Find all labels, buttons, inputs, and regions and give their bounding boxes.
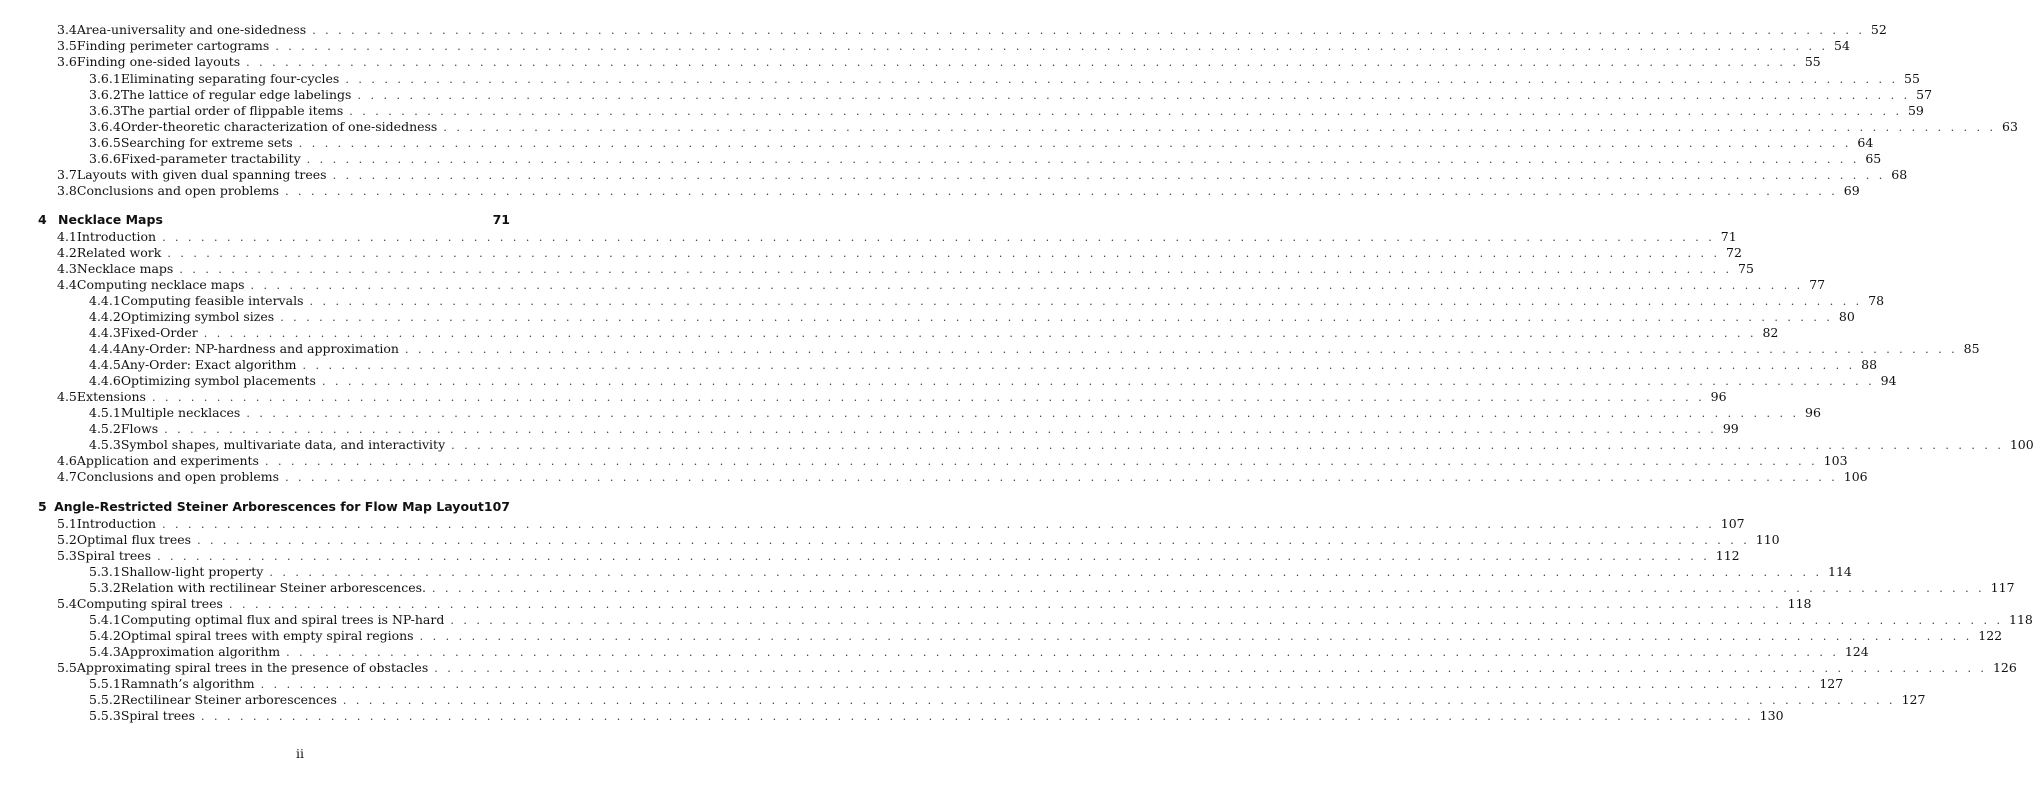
entry-number: 4.5.2 [89,421,121,436]
chapter-entry[interactable] [38,212,510,227]
entry-page: 52 [1870,22,1887,37]
entry-number: 5.5.3 [89,708,121,723]
dot-leader: . . . . . . . . . . . . . . . . . . . . . . . . . . . . . . . . . . . . . . . . . . . . . . . . . . . . . . . . . . . . . . . . . . . . . . . . . . . . . . . . . . . . . . . . . . . . . . . . . . . . . . . . . . . . . . . . . . . . . . . . [309,295,1863,308]
entry-page: 68 [1891,167,1908,182]
entry-number: 4.4.5 [89,357,121,372]
entry-number: 3.4 [57,22,77,37]
entry-title: Optimal flux trees [76,532,192,547]
entry-title: Angle-Restricted Steiner Arborescences for Flow Map Layout [54,499,484,514]
entry-page: 77 [1809,277,1826,292]
subsection-entry[interactable] [89,341,1980,357]
dot-leader: . . . . . . . . . . . . . . . . . . . . . . . . . . . . . . . . . . . . . . . . . . . . . . . . . . . . . . . . . . . . . . . . . . . . . . . . . . . . . . . . . . . . . . . . . . . . . . . . . . . . . . . . . . . . . . . . . . . . . . . . [228,598,1782,611]
entry-title: Any-Order: NP-hardness and approximation [120,341,399,356]
entry-page: 112 [1715,548,1740,563]
entry-page: 96 [1805,405,1821,420]
subsection-entry[interactable] [89,628,2003,644]
entry-number: 5.3 [57,548,77,563]
entry-number: 5.4.2 [89,628,121,643]
entry-title: Extensions [76,389,146,404]
entry-title: Symbol shapes, multivariate data, and interactivity [120,437,446,452]
dot-leader: . . . . . . . . . . . . . . . . . . . . . . . . . . . . . . . . . . . . . . . . . . . . . . . . . . . . . . . . . . . . . . . . . . . . . . . . . . . . . . . . . . . . . . . . . . . . . . . . . . . . . . . . . . . . . . . . . . . . . . . . [419,630,1973,643]
section-entry[interactable] [57,548,1740,564]
section-entry[interactable] [57,596,1812,612]
subsection-entry[interactable] [89,87,1933,103]
entry-number: 3.6.2 [89,87,121,102]
subsection-entry[interactable] [89,325,1779,341]
dot-leader: . . . . . . . . . . . . . . . . . . . . . . . . . . . . . . . . . . . . . . . . . . . . . . . . . . . . . . . . . . . . . . . . . . . . . . . . . . . . . . . . . . . . . . . . . . . . . . . . . . . . . . . . . . . . . . . . . . . . . . . . [179,263,1733,276]
entry-number: 4.2 [57,245,77,260]
entry-title: Computing spiral trees [76,596,223,611]
entry-title: Relation with rectilinear Steiner arborescences. [120,580,426,595]
entry-number: 4.5 [57,389,77,404]
entry-title: Optimal spiral trees with empty spiral regions [120,628,414,643]
dot-leader: . . . . . . . . . . . . . . . . . . . . . . . . . . . . . . . . . . . . . . . . . . . . . . . . . . . . . . . . . . . . . . . . . . . . . . . . . . . . . . . . . . . . . . . . . . . . . . . . . . . . . . . . . . . . . . . . . . . . . . . . [285,185,1838,198]
subsection-entry[interactable] [89,644,1869,660]
dot-leader: . . . . . . . . . . . . . . . . . . . . . . . . . . . . . . . . . . . . . . . . . . . . . . . . . . . . . . . . . . . . . . . . . . . . . . . . . . . . . . . . . . . . . . . . . . . . . . . . . . . . . . . . . . . . . . . . . . . . . . . . [162,231,1715,244]
entry-title: Multiple necklaces [120,405,241,420]
entry-number: 4.1 [57,229,77,244]
subsection-entry[interactable] [89,708,1784,724]
entry-title: Area-universality and one-sidedness [76,22,307,37]
dot-leader: . . . . . . . . . . . . . . . . . . . . . . . . . . . . . . . . . . . . . . . . . . . . . . . . . . . . . . . . . . . . . . . . . . . . . . . . . . . . . . . . . . . . . . . . . . . . . . . . . . . . . . . . . . . . . . . . . . . . . . . . [250,279,1804,292]
entry-title: Ramnath’s algorithm [120,676,255,691]
entry-page: 88 [1861,357,1878,372]
subsection-entry[interactable] [89,357,1878,373]
entry-number: 5.4.3 [89,644,121,659]
entry-page: 127 [1819,676,1844,691]
entry-page: 107 [1720,516,1745,531]
entry-title: Fixed-parameter tractability [120,151,301,166]
subsection-entry[interactable] [89,612,2033,628]
entry-number: 3.6 [57,54,77,69]
entry-page: 72 [1726,245,1742,260]
dot-leader: . . . . . . . . . . . . . . . . . . . . . . . . . . . . . . . . . . . . . . . . . . . . . . . . . . . . . . . . . . . . . . . . . . . . . . . . . . . . . . . . . . . . . . . . . . . . . . . . . . . . . . . . . . . . . . . . . . . . . . . . [167,247,1721,260]
section-entry[interactable] [57,54,1821,70]
dot-leader: . . . . . . . . . . . . . . . . . . . . . . . . . . . . . . . . . . . . . . . . . . . . . . . . . . . . . . . . . . . . . . . . . . . . . . . . . . . . . . . . . . . . . . . . . . . . . . . . . . . . . . . . . . . . . . . . . . . . . . . . [286,646,1839,659]
entry-page: 65 [1865,151,1882,166]
subsection-entry[interactable] [89,103,1924,119]
subsection-entry[interactable] [89,421,1739,437]
entry-page: 99 [1722,421,1739,436]
subsection-entry[interactable] [89,119,2018,135]
chapter-entry[interactable] [38,499,510,514]
section-entry[interactable] [57,183,1860,199]
dot-leader: . . . . . . . . . . . . . . . . . . . . . . . . . . . . . . . . . . . . . . . . . . . . . . . . . . . . . . . . . . . . . . . . . . . . . . . . . . . . . . . . . . . . . . . . . . . . . . . . . . . . . . . . . . . . . . . . . . . . . . . . [431,582,1985,595]
entry-page: 110 [1755,532,1780,547]
entry-number: 5.1 [57,516,77,531]
entry-page: 71 [1720,229,1737,244]
entry-title: Spiral trees [120,708,195,723]
entry-title: Finding perimeter cartograms [76,38,270,53]
section-entry[interactable] [57,389,1727,405]
subsection-entry[interactable] [89,580,2015,596]
entry-page: 130 [1759,708,1784,723]
subsection-entry[interactable] [89,564,1852,580]
entry-page: 78 [1868,293,1885,308]
entry-page: 71 [492,212,510,227]
subsection-entry[interactable] [89,676,1844,692]
entry-number: 4.6 [57,453,77,468]
entry-title: Computing feasible intervals [120,293,304,308]
entry-title: Optimizing symbol placements [120,373,316,388]
section-entry[interactable] [57,261,1754,277]
entry-page: 118 [2009,612,2033,627]
subsection-entry[interactable] [89,135,1874,151]
entry-page: 100 [2009,437,2034,452]
entry-page: 69 [1843,183,1860,198]
entry-number: 5.3.2 [89,580,121,595]
dot-leader: . . . . . . . . . . . . . . . . . . . . . . . . . . . . . . . . . . . . . . . . . . . . . . . . . . . . . . . . . . . . . . . . . . . . . . . . . . . . . . . . . . . . . . . . . . . . . . . . . . . . . . . . . . . . . . . . . . . . . . . . [443,121,1997,134]
dot-leader: . . . . . . . . . . . . . . . . . . . . . . . . . . . . . . . . . . . . . . . . . . . . . . . . . . . . . . . . . . . . . . . . . . . . . . . . . . . . . . . . . . . . . . . . . . . . . . . . . . . . . . . . . . . . . . . . . . . . . . . . [357,89,1911,102]
entry-page: 85 [1963,341,1980,356]
entry-title: Approximation algorithm [120,644,281,659]
entry-number: 3.5 [57,38,77,53]
dot-leader: . . . . . . . . . . . . . . . . . . . . . . . . . . . . . . . . . . . . . . . . . . . . . . . . . . . . . . . . . . . . . . . . . . . . . . . . . . . . . . . . . . . . . . . . . . . . . . . . . . . . . . . . . . . . . . . . . . . . . . . . [434,662,1987,675]
entry-number: 3.6.5 [89,135,121,150]
dot-leader: . . . . . . . . . . . . . . . . . . . . . . . . . . . . . . . . . . . . . . . . . . . . . . . . . . . . . . . . . . . . . . . . . . . . . . . . . . . . . . . . . . . . . . . . . . . . . . . . . . . . . . . . . . . . . . . . . . . . . . . . [246,407,1800,420]
subsection-entry[interactable] [89,405,1821,421]
dot-leader: . . . . . . . . . . . . . . . . . . . . . . . . . . . . . . . . . . . . . . . . . . . . . . . . . . . . . . . . . . . . . . . . . . . . . . . . . . . . . . . . . . . . . . . . . . . . . . . . . . . . . . . . . . . . . . . . . . . . . . . . [164,423,1717,436]
entry-title: Flows [120,421,159,436]
dot-leader: . . . . . . . . . . . . . . . . . . . . . . . . . . . . . . . . . . . . . . . . . . . . . . . . . . . . . . . . . . . . . . . . . . . . . . . . . . . . . . . . . . . . . . . . . . . . . . . . . . . . . . . . . . . . . . . . . . . . . . . . [280,311,1833,324]
dot-leader: . . . . . . . . . . . . . . . . . . . . . . . . . . . . . . . . . . . . . . . . . . . . . . . . . . . . . . . . . . . . . . . . . . . . . . . . . . . . . . . . . . . . . . . . . . . . . . . . . . . . . . . . . . . . . . . . . . . . . . . . [246,56,1799,69]
entry-title: Spiral trees [76,548,152,563]
dot-leader: . . . . . . . . . . . . . . . . . . . . . . . . . . . . . . . . . . . . . . . . . . . . . . . . . . . . . . . . . . . . . . . . . . . . . . . . . . . . . . . . . . . . . . . . . . . . . . . . . . . . . . . . . . . . . . . . . . . . . . . . [321,375,1875,388]
entry-number: 4.3 [57,261,77,276]
entry-title: Layouts with given dual spanning trees [76,167,327,182]
entry-number: 3.7 [57,167,77,182]
section-entry[interactable] [57,277,1826,293]
entry-number: 4 [38,212,47,227]
dot-leader: . . . . . . . . . . . . . . . . . . . . . . . . . . . . . . . . . . . . . . . . . . . . . . . . . . . . . . . . . . . . . . . . . . . . . . . . . . . . . . . . . . . . . . . . . . . . . . . . . . . . . . . . . . . . . . . . . . . . . . . . [342,694,1896,707]
entry-number: 5.4.1 [89,612,121,627]
entry-number: 4.4.2 [89,309,121,324]
dot-leader: . . . . . . . . . . . . . . . . . . . . . . . . . . . . . . . . . . . . . . . . . . . . . . . . . . . . . . . . . . . . . . . . . . . . . . . . . . . . . . . . . . . . . . . . . . . . . . . . . . . . . . . . . . . . . . . . . . . . . . . . [349,105,1902,118]
entry-page: 106 [1843,469,1868,484]
entry-page: 117 [1990,580,2015,595]
entry-title: Computing optimal flux and spiral trees is NP-hard [120,612,445,627]
dot-leader: . . . . . . . . . . . . . . . . . . . . . . . . . . . . . . . . . . . . . . . . . . . . . . . . . . . . . . . . . . . . . . . . . . . . . . . . . . . . . . . . . . . . . . . . . . . . . . . . . . . . . . . . . . . . . . . . . . . . . . . . [345,73,1899,86]
dot-leader: . . . . . . . . . . . . . . . . . . . . . . . . . . . . . . . . . . . . . . . . . . . . . . . . . . . . . . . . . . . . . . . . . . . . . . . . . . . . . . . . . . . . . . . . . . . . . . . . . . . . . . . . . . . . . . . . . . . . . . . . [298,137,1852,150]
section-entry[interactable] [57,229,1737,245]
entry-number: 5.5 [57,660,77,675]
entry-number: 4.5.3 [89,437,121,452]
section-entry[interactable] [57,453,1848,469]
entry-number: 4.4.1 [89,293,121,308]
entry-number: 5 [38,499,47,514]
entry-page: 118 [1787,596,1812,611]
entry-page: 107 [483,499,510,514]
entry-number: 3.8 [57,183,77,198]
entry-number: 5.5.1 [89,676,121,691]
entry-title: Fixed-Order [120,325,198,340]
dot-leader: . . . . . . . . . . . . . . . . . . . . . . . . . . . . . . . . . . . . . . . . . . . . . . . . . . . . . . . . . . . . . . . . . . . . . . . . . . . . . . . . . . . . . . . . . . . . . . . . . . . . . . . . . . . . . . . . . . . . . . . . [275,40,1828,53]
section-entry[interactable] [57,532,1780,548]
entry-title: The partial order of flippable items [120,103,344,118]
dot-leader: . . . . . . . . . . . . . . . . . . . . . . . . . . . . . . . . . . . . . . . . . . . . . . . . . . . . . . . . . . . . . . . . . . . . . . . . . . . . . . . . . . . . . . . . . . . . . . . . . . . . . . . . . . . . . . . . . . . . . . . . [269,566,1823,579]
entry-title: The lattice of regular edge labelings [120,87,352,102]
subsection-entry[interactable] [89,692,1926,708]
dot-leader: . . . . . . . . . . . . . . . . . . . . . . . . . . . . . . . . . . . . . . . . . . . . . . . . . . . . . . . . . . . . . . . . . . . . . . . . . . . . . . . . . . . . . . . . . . . . . . . . . . . . . . . . . . . . . . . . . . . . . . . . [197,534,1750,547]
entry-title: Introduction [76,516,157,531]
entry-title: Application and experiments [76,453,259,468]
dot-leader: . . . . . . . . . . . . . . . . . . . . . . . . . . . . . . . . . . . . . . . . . . . . . . . . . . . . . . . . . . . . . . . . . . . . . . . . . . . . . . . . . . . . . . . . . . . . . . . . . . . . . . . . . . . . . . . . . . . . . . . . [404,343,1958,356]
entry-page: 75 [1738,261,1754,276]
dot-leader: . . . . . . . . . . . . . . . . . . . . . . . . . . . . . . . . . . . . . . . . . . . . . . . . . . . . . . . . . . . . . . . . . . . . . . . . . . . . . . . . . . . . . . . . . . . . . . . . . . . . . . . . . . . . . . . . . . . . . . . . [312,24,1865,37]
entry-number: 5.5.2 [89,692,121,707]
entry-number: 4.4.6 [89,373,121,388]
entry-title: Introduction [76,229,157,244]
entry-number: 3.6.3 [89,103,121,118]
dot-leader: . . . . . . . . . . . . . . . . . . . . . . . . . . . . . . . . . . . . . . . . . . . . . . . . . . . . . . . . . . . . . . . . . . . . . . . . . . . . . . . . . . . . . . . . . . . . . . . . . . . . . . . . . . . . . . . . . . . . . . . . [162,518,1715,531]
section-entry[interactable] [57,38,1850,54]
entry-title: Computing necklace maps [76,277,245,292]
dot-leader: . . . . . . . . . . . . . . . . . . . . . . . . . . . . . . . . . . . . . . . . . . . . . . . . . . . . . . . . . . . . . . . . . . . . . . . . . . . . . . . . . . . . . . . . . . . . . . . . . . . . . . . . . . . . . . . . . . . . . . . . [264,455,1818,468]
entry-number: 3.6.4 [89,119,121,134]
entry-number: 5.3.1 [89,564,121,579]
entry-page: 82 [1762,325,1779,340]
entry-title: Optimizing symbol sizes [120,309,275,324]
entry-page: 80 [1838,309,1855,324]
entry-title: Rectilinear Steiner arborescences [120,692,337,707]
entry-page: 94 [1880,373,1897,388]
entry-page: 55 [1904,71,1920,86]
dot-leader: . . . . . . . . . . . . . . . . . . . . . . . . . . . . . . . . . . . . . . . . . . . . . . . . . . . . . . . . . . . . . . . . . . . . . . . . . . . . . . . . . . . . . . . . . . . . . . . . . . . . . . . . . . . . . . . . . . . . . . . . [151,391,1705,404]
entry-number: 3.6.6 [89,151,121,166]
dot-leader: . . . . . . . . . . . . . . . . . . . . . . . . . . . . . . . . . . . . . . . . . . . . . . . . . . . . . . . . . . . . . . . . . . . . . . . . . . . . . . . . . . . . . . . . . . . . . . . . . . . . . . . . . . . . . . . . . . . . . . . . [285,471,1838,484]
dot-leader: . . . . . . . . . . . . . . . . . . . . . . . . . . . . . . . . . . . . . . . . . . . . . . . . . . . . . . . . . . . . . . . . . . . . . . . . . . . . . . . . . . . . . . . . . . . . . . . . . . . . . . . . . . . . . . . . . . . . . . . . [302,359,1856,372]
entry-number: 4.4.3 [89,325,121,340]
subsection-entry[interactable] [89,151,1882,167]
subsection-entry[interactable] [89,71,1920,87]
page-number: ii [296,746,304,761]
entry-number: 4.4.4 [89,341,121,356]
entry-title: Necklace maps [76,261,174,276]
entry-page: 103 [1823,453,1848,468]
entry-title: Finding one-sided layouts [76,54,241,69]
entry-title: Any-Order: Exact algorithm [120,357,297,372]
dot-leader: . . . . . . . . . . . . . . . . . . . . . . . . . . . . . . . . . . . . . . . . . . . . . . . . . . . . . . . . . . . . . . . . . . . . . . . . . . . . . . . . . . . . . . . . . . . . . . . . . . . . . . . . . . . . . . . . . . . . . . . . [157,550,1710,563]
entry-title: Searching for extreme sets [120,135,293,150]
entry-page: 54 [1834,38,1850,53]
dot-leader: . . . . . . . . . . . . . . . . . . . . . . . . . . . . . . . . . . . . . . . . . . . . . . . . . . . . . . . . . . . . . . . . . . . . . . . . . . . . . . . . . . . . . . . . . . . . . . . . . . . . . . . . . . . . . . . . . . . . . . . . [306,153,1860,166]
entry-page: 63 [2002,119,2018,134]
entry-number: 4.5.1 [89,405,121,420]
entry-page: 64 [1857,135,1874,150]
section-entry[interactable] [57,167,1908,183]
entry-title: Order-theoretic characterization of one-sidedness [120,119,438,134]
entry-page: 55 [1804,54,1821,69]
dot-leader: . . . . . . . . . . . . . . . . . . . . . . . . . . . . . . . . . . . . . . . . . . . . . . . . . . . . . . . . . . . . . . . . . . . . . . . . . . . . . . . . . . . . . . . . . . . . . . . . . . . . . . . . . . . . . . . . . . . . . . . . [203,327,1757,340]
section-entry[interactable] [57,245,1742,261]
section-entry[interactable] [57,516,1745,532]
dot-leader: . . . . . . . . . . . . . . . . . . . . . . . . . . . . . . . . . . . . . . . . . . . . . . . . . . . . . . . . . . . . . . . . . . . . . . . . . . . . . . . . . . . . . . . . . . . . . . . . . . . . . . . . . . . . . . . . . . . . . . . . [260,678,1814,691]
entry-number: 4.7 [57,469,77,484]
entry-number: 5.4 [57,596,77,611]
entry-page: 96 [1710,389,1727,404]
entry-page: 127 [1901,692,1926,707]
subsection-entry[interactable] [89,373,1897,389]
entry-title: Necklace Maps [58,212,163,227]
entry-page: 124 [1844,644,1869,659]
entry-page: 59 [1907,103,1924,118]
section-entry[interactable] [57,469,1868,485]
entry-title: Conclusions and open problems [76,183,280,198]
entry-title: Eliminating separating four-cycles [120,71,340,86]
entry-page: 122 [1978,628,2003,643]
dot-leader: . . . . . . . . . . . . . . . . . . . . . . . . . . . . . . . . . . . . . . . . . . . . . . . . . . . . . . . . . . . . . . . . . . . . . . . . . . . . . . . . . . . . . . . . . . . . . . . . . . . . . . . . . . . . . . . . . . . . . . . . [451,439,2004,452]
dot-leader: . . . . . . . . . . . . . . . . . . . . . . . . . . . . . . . . . . . . . . . . . . . . . . . . . . . . . . . . . . . . . . . . . . . . . . . . . . . . . . . . . . . . . . . . . . . . . . . . . . . . . . . . . . . . . . . . . . . . . . . . [450,614,2004,627]
dot-leader: . . . . . . . . . . . . . . . . . . . . . . . . . . . . . . . . . . . . . . . . . . . . . . . . . . . . . . . . . . . . . . . . . . . . . . . . . . . . . . . . . . . . . . . . . . . . . . . . . . . . . . . . . . . . . . . . . . . . . . . . [200,710,1754,723]
entry-page: 57 [1916,87,1933,102]
entry-number: 5.2 [57,532,77,547]
entry-title: Shallow-light property [120,564,264,579]
section-entry[interactable] [57,660,2017,676]
subsection-entry[interactable] [89,437,2034,453]
entry-page: 114 [1828,564,1852,579]
entry-number: 3.6.1 [89,71,121,86]
entry-title: Related work [76,245,162,260]
subsection-entry[interactable] [89,309,1855,325]
entry-title: Conclusions and open problems [76,469,280,484]
section-entry[interactable] [57,22,1887,38]
entry-page: 126 [1992,660,2017,675]
subsection-entry[interactable] [89,293,1885,309]
dot-leader: . . . . . . . . . . . . . . . . . . . . . . . . . . . . . . . . . . . . . . . . . . . . . . . . . . . . . . . . . . . . . . . . . . . . . . . . . . . . . . . . . . . . . . . . . . . . . . . . . . . . . . . . . . . . . . . . . . . . . . . . [332,169,1886,182]
entry-title: Approximating spiral trees in the presence of obstacles [76,660,429,675]
entry-number: 4.4 [57,277,77,292]
